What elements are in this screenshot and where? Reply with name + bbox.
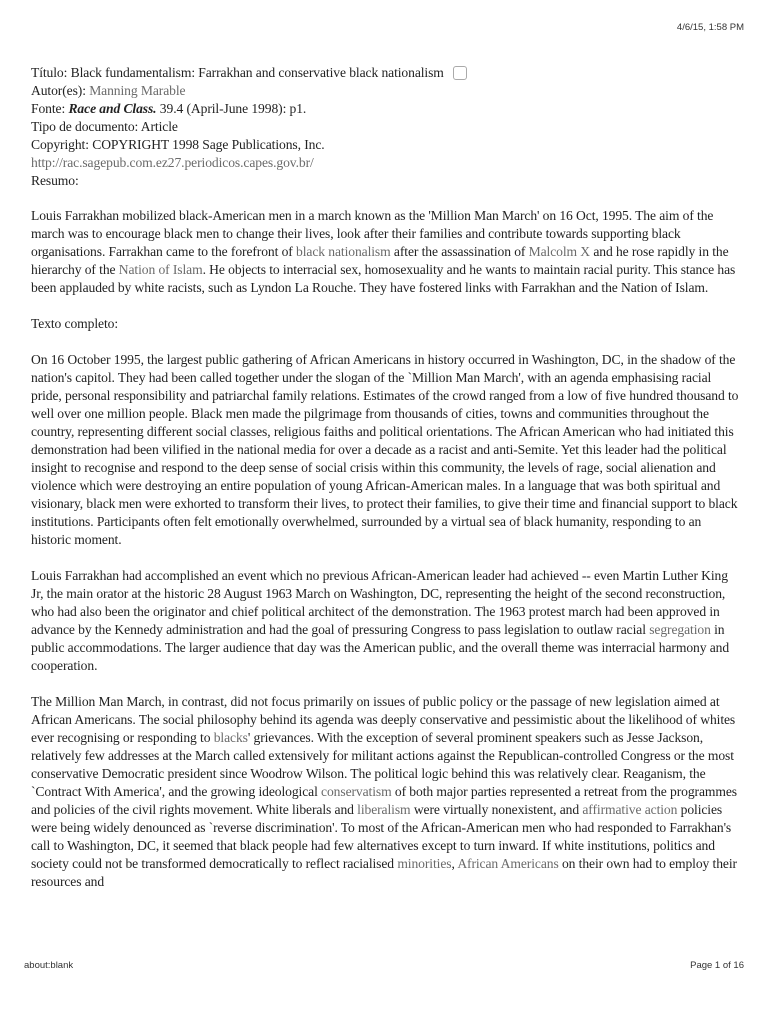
publisher-link[interactable]: http://rac.sagepub.com.ez27.periodicos.capes.gov.br/ (31, 155, 314, 170)
link-affirmative-action[interactable]: affirmative action (582, 802, 678, 817)
abstract-paragraph: Louis Farrakhan mobilized black-American men in a march known as the 'Million Man March' on 16 Oct, 1995. The aim of the march was to encourage black men to change their lives, look after their families and contribute towards supporting black organisations. Farrakhan came to the forefront of black nationalism after the assassination of Malcolm X and he rose rapidly in the hierarchy of the Nation of Islam. He objects to interracial sex, homosexuality and he wants to maintain racial purity. This stance has been applauded by white racists, such as Lyndon La Rouche. They have fostered links with Farrakhan and the Nation of Islam. (31, 208, 736, 295)
article (31, 64, 743, 909)
title-line (31, 64, 743, 82)
publisher-link-line (31, 154, 743, 172)
copyright-value: COPYRIGHT 1998 Sage Publications, Inc. (92, 137, 325, 152)
abstract-label: Resumo: (31, 173, 79, 188)
print-url: about:blank (24, 960, 74, 971)
page-number: Page 1 of 16 (690, 960, 744, 971)
link-liberalism[interactable]: liberalism (357, 802, 411, 817)
author-line (31, 82, 743, 100)
article-title: Black fundamentalism: Farrakhan and conservative black nationalism (70, 65, 444, 80)
link-nation-of-islam[interactable]: Nation of Islam (118, 262, 203, 277)
doctype-line (31, 118, 743, 136)
paragraph-2: Louis Farrakhan had accomplished an event which no previous African-American leader had achieved -- even Martin Luther King Jr, the main orator at the historic 28 August 1963 March on Washington, DC, representing the height of the second reconstruction, who had also been the originator and chief political architect of the demonstration. The 1963 protest march had been approved in advance by the Kennedy administration and had the goal of pressuring Congress to pass legislation to outlaw racial segregation in public accommodations. The larger audience that day was the American public, and the overall theme was interracial harmony and cooperation. (31, 568, 730, 673)
copyright-line (31, 136, 743, 154)
title-label: Título: (31, 65, 68, 80)
author-label: Autor(es): (31, 83, 86, 98)
copyright-label: Copyright: (31, 137, 89, 152)
link-blacks[interactable]: blacks (213, 730, 248, 745)
doctype-value: Article (140, 119, 178, 134)
journal-name: Race and Class. (68, 101, 157, 116)
link-minorities[interactable]: minorities (397, 856, 452, 871)
link-conservatism[interactable]: conservatism (321, 784, 392, 799)
doctype-label: Tipo de documento: (31, 119, 139, 134)
link-african-americans[interactable]: African Americans (457, 856, 559, 871)
source-label: Fonte: (31, 101, 66, 116)
link-segregation[interactable]: segregation (649, 622, 711, 637)
link-malcolm-x[interactable]: Malcolm X (528, 244, 591, 259)
print-timestamp: 4/6/15, 1:58 PM (676, 22, 744, 33)
select-checkbox[interactable] (453, 66, 467, 80)
source-line (31, 100, 743, 118)
paragraph-3: The Million Man March, in contrast, did not focus primarily on issues of public policy or the passage of new legislation aimed at African Americans. The social philosophy behind its agenda was deeply conservative and pessimistic about the likelihood of whites ever recognising or responding to blacks' grievances. With the exception of several prominent speakers such as Jesse Jackson, relatively few addresses at the March called extensively for militant actions against the Republican-controlled Congress or the most conservative Democratic president since Woodrow Wilson. The political logic behind this was relatively clear. Reaganism, the `Contract With America', and the growing ideological conservatism of both major parties represented a retreat from the programmes and policies of the civil rights movement. White liberals and liberalism were virtually nonexistent, and affirmative action policies were being widely denounced as `reverse discrimination'. To most of the African-American men who had responded to Farrakhan's call to Washington, DC, it seemed that black people had few alternatives except to turn inward. If white institutions, politics and society could not be transformed democratically to reflect racialised minorities, African Americans on their own had to employ their resources and (31, 694, 737, 889)
link-black-nationalism[interactable]: black nationalism (296, 244, 391, 259)
fulltext-label: Texto completo: (31, 316, 119, 331)
author-link[interactable]: Manning Marable (89, 83, 186, 98)
paragraph-1: On 16 October 1995, the largest public gathering of African Americans in history occurred in Washington, DC, in the shadow of the nation's capitol. They had been called together under the slogan of the `Million Man March', with an agenda emphasising racial pride, personal responsibility and patriarchal family relations. Estimates of the crowd ranged from a low of five hundred thousand to well over one million people. Black men made the pilgrimage from thousands of cities, towns and communities throughout the country, representing different social classes, religious faiths and political orientations. The African American who had initiated this demonstration had been vilified in the national media for over a decade as a racist and anti-Semite. Yet this leader had the political insight to recognise and respond to the deep sense of social crisis within this community, the levels of rage, social alienation and violence which were destroying an entire population of young African-American males. In a language that was both spiritual and visionary, black men were exhorted to transform their lives, to protect their families, to give their time and financial support to black institutions. Participants often felt emotionally overwhelmed, surrounded by a virtual sea of black humanity, responding to an historic moment. (31, 352, 739, 547)
source-details: 39.4 (April-June 1998): p1. (159, 101, 307, 116)
